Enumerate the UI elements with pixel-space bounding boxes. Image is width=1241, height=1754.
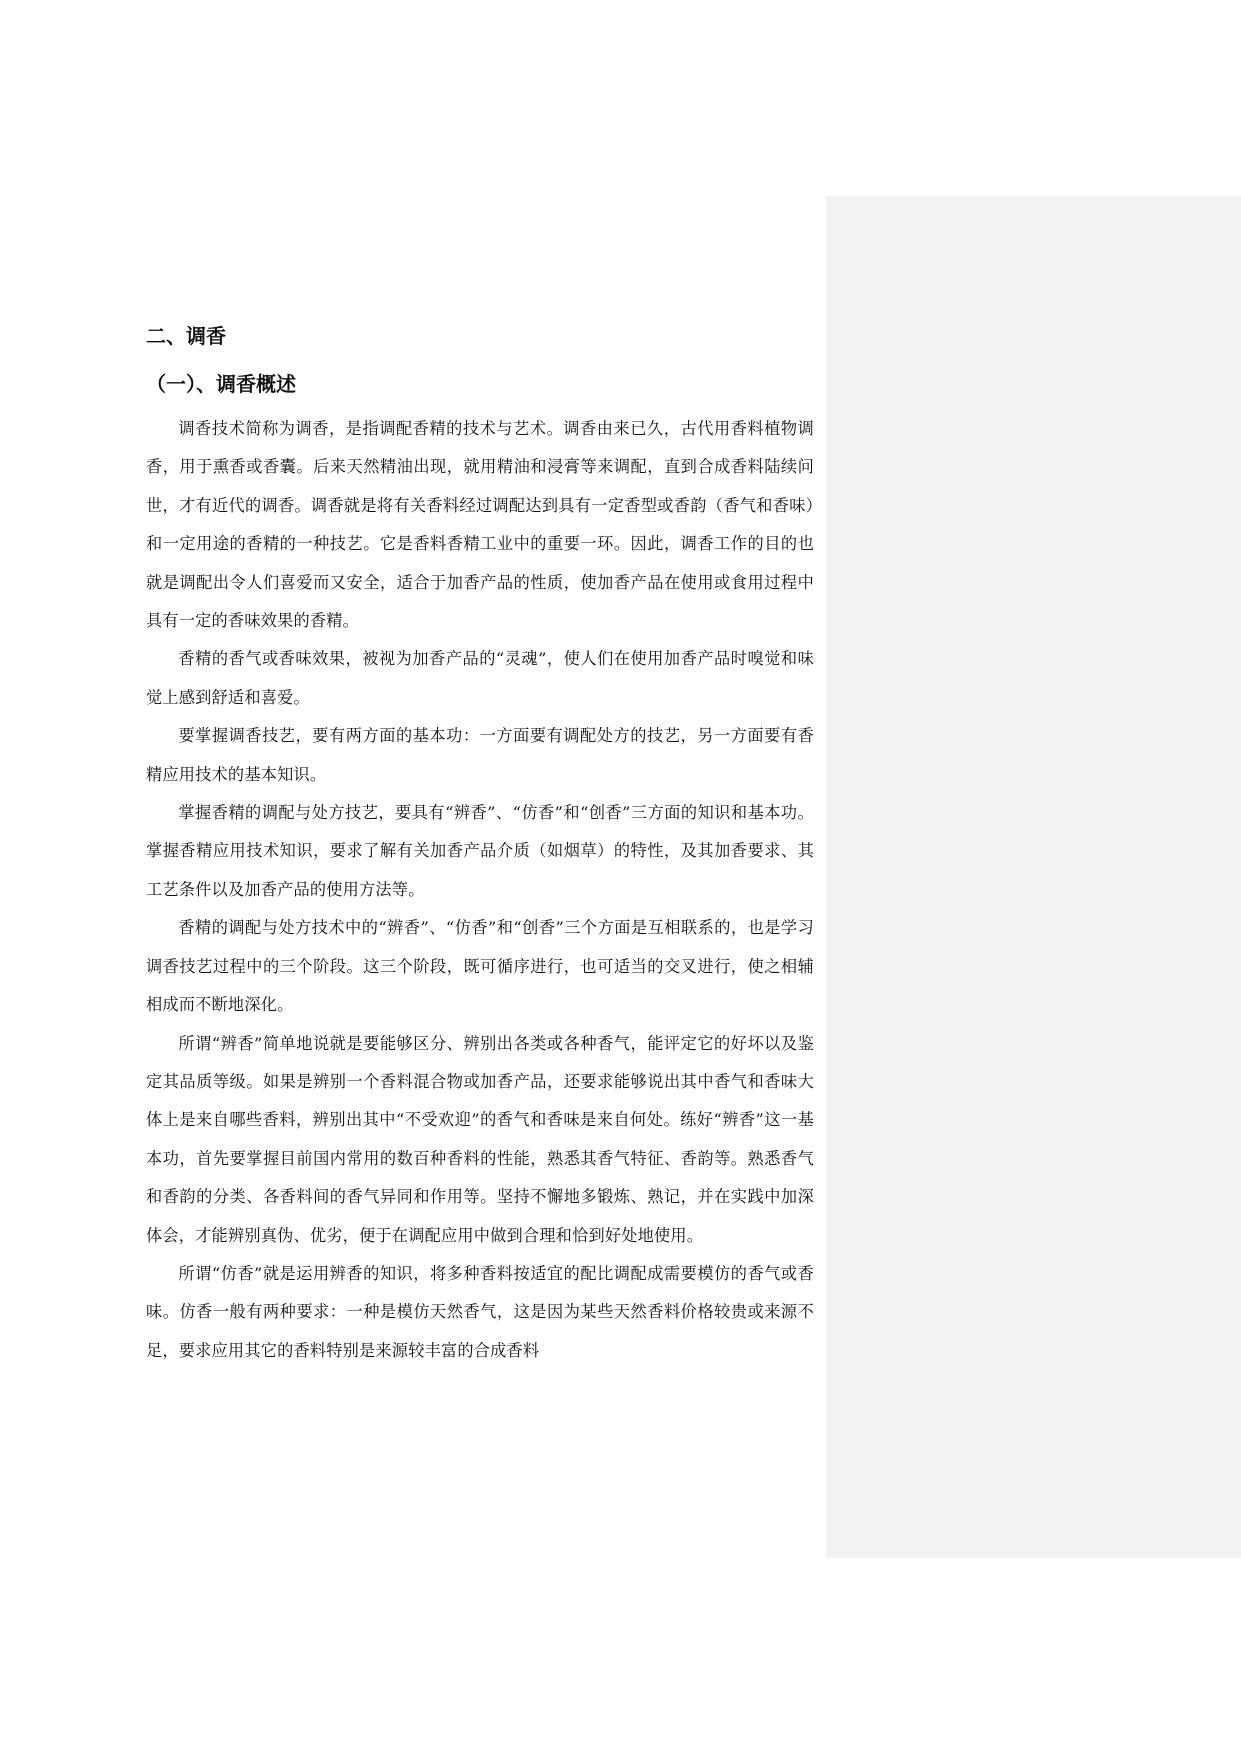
comment-margin-pane [826, 196, 1241, 1558]
paragraph: 香精的香气或香味效果，被视为加香产品的“灵魂”，使人们在使用加香产品时嗅觉和味觉上感到舒适和喜爱。 [146, 649, 814, 707]
paragraph: 掌握香精的调配与处方技艺，要具有“辨香”、“仿香”和“创香”三方面的知识和基本功。掌握香精应用技术知识，要求了解有关加香产品介质（如烟草）的特性，及其加香要求、其工艺条件以及加香产品的使用方法等。 [146, 803, 814, 899]
paragraph: 调香技术简称为调香，是指调配香精的技术与艺术。调香由来已久，古代用香料植物调香，用于熏香或香囊。后来天然精油出现，就用精油和浸膏等来调配，直到合成香料陆续问世，才有近代的调香。调香就是将有关香料经过调配达到具有一定香型或香韵（香气和香味）和一定用途的香精的一种技艺。它是香料香精工业中的重要一环。因此，调香工作的目的也就是调配出令人们喜爱而又安全，适合于加香产品的性质，使加香产品在使用或食用过程中具有一定的香味效果的香精。 [146, 419, 814, 631]
paragraph: 香精的调配与处方技术中的“辨香”、“仿香”和“创香”三个方面是互相联系的，也是学习调香技艺过程中的三个阶段。这三个阶段，既可循序进行，也可适当的交叉进行，使之相辅相成而不断地深化。 [146, 918, 814, 1015]
document-body [146, 322, 814, 1370]
paragraph: 所谓“仿香”就是运用辨香的知识，将多种香料按适宜的配比调配成需要模仿的香气或香味。仿香一般有两种要求：一种是模仿天然香气，这是因为某些天然香料价格较贵或来源不足，要求应用其它的香料特别是来源较丰富的合成香料 [146, 1263, 814, 1360]
subsection-heading: （一）、调香概述 [146, 372, 296, 396]
section-heading: 二、调香 [146, 324, 226, 348]
paragraph: 要掌握调香技艺，要有两方面的基本功：一方面要有调配处方的技艺，另一方面要有香精应用技术的基本知识。 [146, 726, 814, 784]
paragraph: 所谓“辨香”简单地说就是要能够区分、辨别出各类或各种香气，能评定它的好坏以及鉴定其品质等级。如果是辨别一个香料混合物或加香产品，还要求能够说出其中香气和香味大体上是来自哪些香料，辨别出其中“不受欢迎”的香气和香味是来自何处。练好“辨香”这一基本功，首先要掌握目前国内常用的数百种香料的性能，熟悉其香气特征、香韵等。熟悉香气和香韵的分类、各香料间的香气异同和作用等。坚持不懈地多锻炼、熟记，并在实践中加深体会，才能辨别真伪、优劣，便于在调配应用中做到合理和恰到好处地使用。 [146, 1033, 814, 1245]
